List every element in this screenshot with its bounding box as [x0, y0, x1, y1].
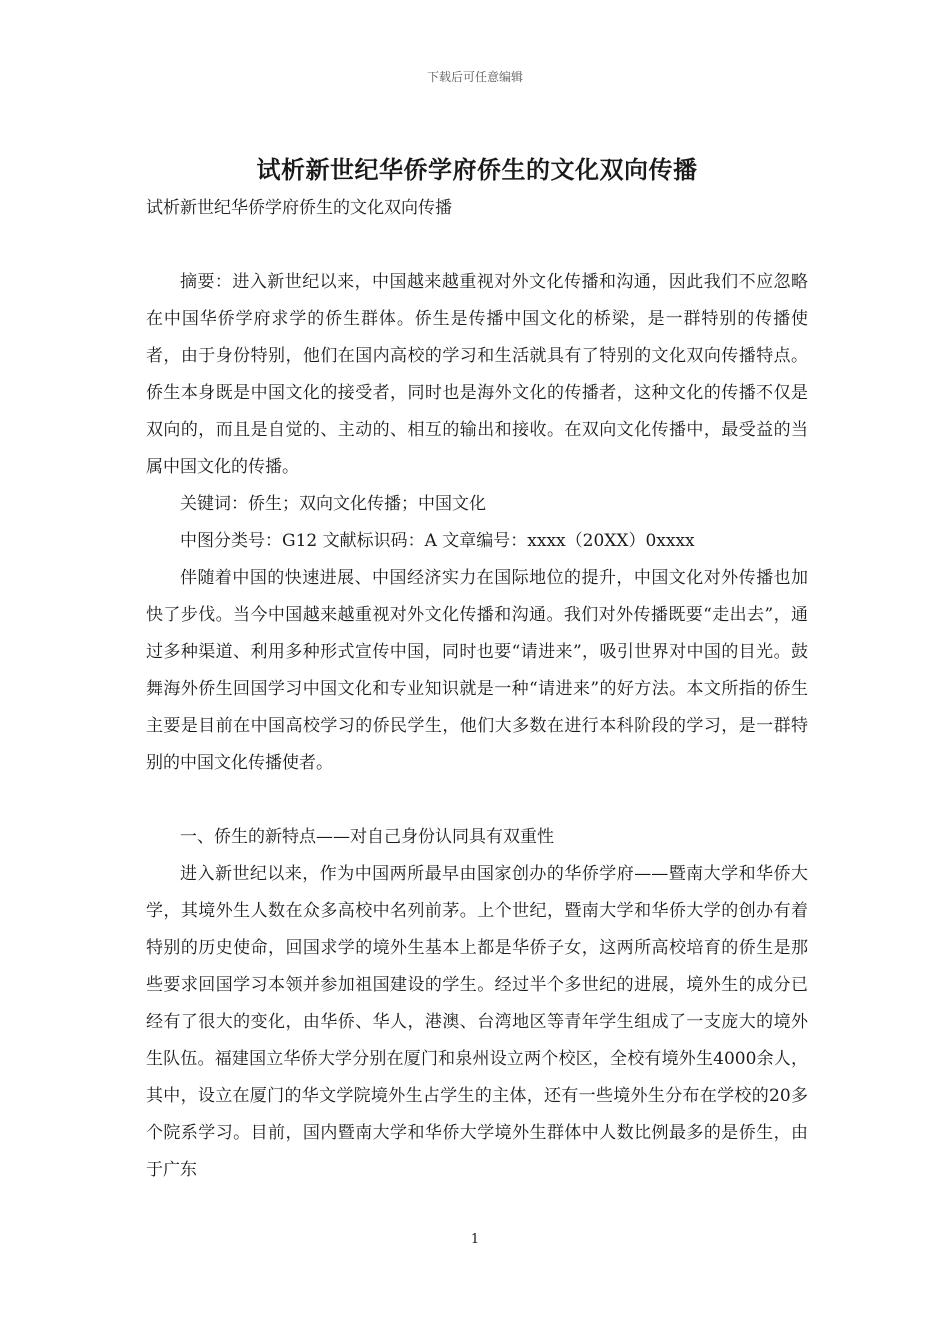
page-header-note: 下载后可任意编辑 — [426, 70, 523, 84]
classification-line: 中图分类号：G12 文献标识码：A 文章编号：xxxx（20XX）0xxxx — [180, 531, 695, 551]
section-1-paragraph: 进入新世纪以来，作为中国两所最早由国家创办的华侨学府——暨南大学和华侨大学，其境外生人数在众多高校中名列前茅。上个世纪，暨南大学和华侨大学的创办有着特别的历史使命，回国求学的境外生基本上都是华侨子女，这两所高校培育的侨生是那些要求回国学习本领并参加祖国建设的学生。经过半个多世纪的进展，境外生的成分已经有了很大的变化，由华侨、华人，港澳、台湾地区等青年学生组成了一支庞大的境外生队伍。福建国立华侨大学分别在厦门和泉州设立两个校区，全校有境外生4000余人，其中，设立在厦门的华文学院境外生占学生的主体，还有一些境外生分布在学校的20多个院系学习。目前，国内暨南大学和华侨大学境外生群体中人数比例最多的是侨生，由于广东 — [146, 864, 808, 1180]
keywords-line: 关键词：侨生；双向文化传播；中国文化 — [180, 494, 486, 514]
document-body — [146, 150, 808, 1189]
document-subtitle: 试析新世纪华侨学府侨生的文化双向传播 — [146, 198, 452, 218]
abstract-paragraph: 摘要：进入新世纪以来，中国越来越重视对外文化传播和沟通，因此我们不应忽略在中国华侨学府求学的侨生群体。侨生是传播中国文化的桥梁，是一群特别的传播使者，由于身份特别，他们在国内高校的学习和生活就具有了特别的文化双向传播特点。侨生本身既是中国文化的接受者，同时也是海外文化的传播者，这种文化的传播不仅是双向的，而且是自觉的、主动的、相互的输出和接收。在双向文化传播中，最受益的当属中国文化的传播。 — [146, 272, 808, 477]
document-title: 试析新世纪华侨学府侨生的文化双向传播 — [256, 155, 698, 184]
page-number: 1 — [470, 1232, 480, 1247]
section-1-heading: 一、侨生的新特点——对自己身份认同具有双重性 — [180, 827, 554, 847]
blank-line — [146, 227, 808, 264]
intro-paragraph: 伴随着中国的快速进展、中国经济实力在国际地位的提升，中国文化对外传播也加快了步伐。当今中国越来越重视对外文化传播和沟通。我们对外传播既要“走出去”，通过多种渠道、利用多种形式宣传中国，同时也要“请进来”，吸引世界对中国的目光。鼓舞海外侨生回国学习中国文化和专业知识就是一种“请进来”的好方法。本文所指的侨生主要是目前在中国高校学习的侨民学生，他们大多数在进行本科阶段的学习，是一群特别的中国文化传播使者。 — [146, 568, 808, 773]
blank-line — [146, 782, 808, 819]
